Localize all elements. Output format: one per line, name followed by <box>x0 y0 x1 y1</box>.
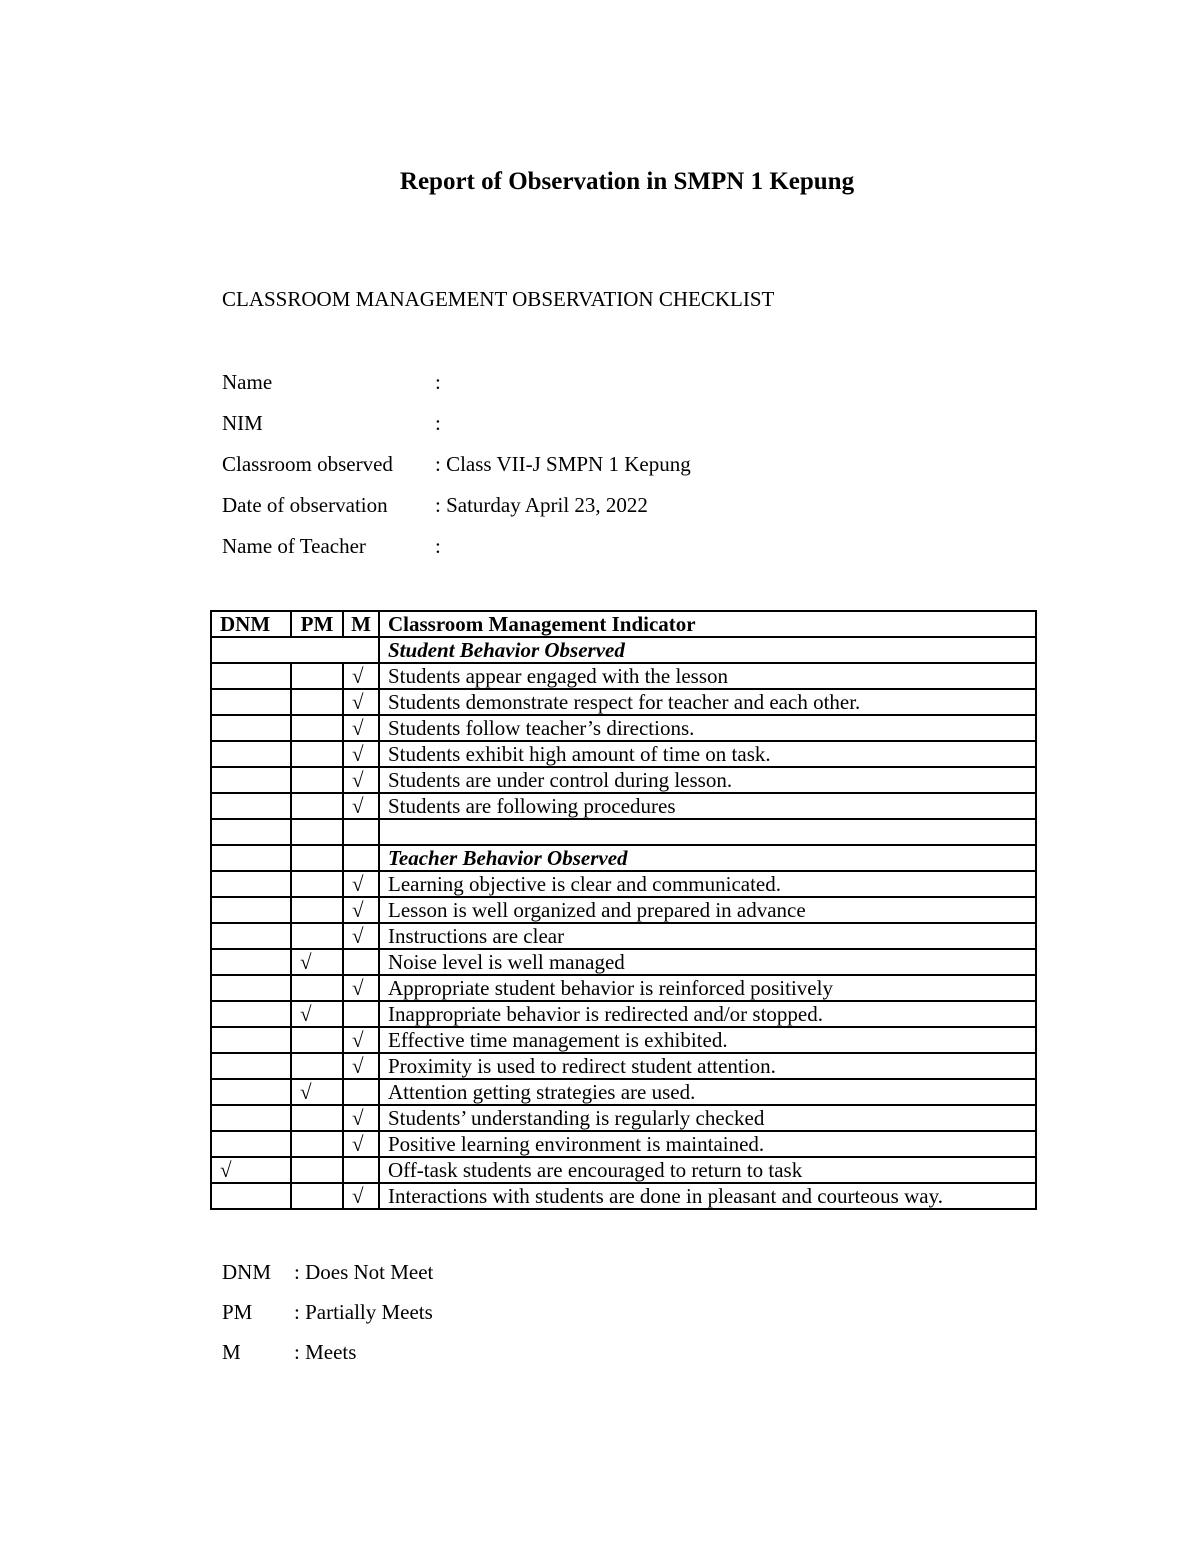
pm-mark <box>291 975 343 1001</box>
section-heading: Teacher Behavior Observed <box>379 845 1036 871</box>
table-row <box>211 1053 1036 1079</box>
legend-abbr: DNM <box>222 1260 272 1284</box>
pm-mark: √ <box>291 949 343 975</box>
m-mark <box>343 1001 379 1027</box>
indicator-text: Students are under control during lesson. <box>379 767 1036 793</box>
legend-desc: : Meets <box>294 1340 357 1364</box>
pm-mark <box>291 1105 343 1131</box>
legend-row <box>222 1298 433 1338</box>
table-row <box>211 741 1036 767</box>
m-mark <box>343 1157 379 1183</box>
table-row <box>211 871 1036 897</box>
m-mark: √ <box>343 923 379 949</box>
info-row-classroom <box>222 450 691 491</box>
empty-cell <box>343 845 379 871</box>
pm-mark <box>291 741 343 767</box>
empty-cell <box>211 637 379 663</box>
table-header-row <box>211 611 1036 637</box>
m-mark: √ <box>343 975 379 1001</box>
header-dnm: DNM <box>211 611 291 637</box>
indicator-text: Attention getting strategies are used. <box>379 1079 1036 1105</box>
dnm-mark <box>211 689 291 715</box>
dnm-mark <box>211 715 291 741</box>
pm-mark <box>291 793 343 819</box>
info-value: : Class VII-J SMPN 1 Kepung <box>435 452 691 476</box>
indicator-text: Learning objective is clear and communicated. <box>379 871 1036 897</box>
pm-mark <box>291 923 343 949</box>
indicator-text <box>379 819 1036 845</box>
section-heading: Student Behavior Observed <box>379 637 1036 663</box>
indicator-text: Appropriate student behavior is reinforced positively <box>379 975 1036 1001</box>
table-row <box>211 1079 1036 1105</box>
indicator-text: Instructions are clear <box>379 923 1036 949</box>
dnm-mark <box>211 871 291 897</box>
m-mark: √ <box>343 897 379 923</box>
pm-mark <box>291 1027 343 1053</box>
observation-info <box>222 368 691 573</box>
indicator-text: Students exhibit high amount of time on task. <box>379 741 1036 767</box>
dnm-mark <box>211 1131 291 1157</box>
legend <box>222 1258 433 1378</box>
legend-desc: : Does Not Meet <box>294 1260 434 1284</box>
table-row <box>211 793 1036 819</box>
table-row <box>211 767 1036 793</box>
info-value: : <box>435 534 441 558</box>
indicator-text: Inappropriate behavior is redirected and/or stopped. <box>379 1001 1036 1027</box>
pm-mark <box>291 663 343 689</box>
legend-abbr: PM <box>222 1300 253 1324</box>
indicator-text: Students follow teacher’s directions. <box>379 715 1036 741</box>
info-label: Classroom observed <box>222 452 393 476</box>
dnm-mark <box>211 793 291 819</box>
table-row <box>211 819 1036 845</box>
table-row <box>211 1131 1036 1157</box>
checklist-table <box>210 610 1037 1210</box>
dnm-mark <box>211 1183 291 1209</box>
info-row-teacher <box>222 532 691 573</box>
m-mark <box>343 949 379 975</box>
indicator-text: Students are following procedures <box>379 793 1036 819</box>
table-row <box>211 1183 1036 1209</box>
dnm-mark <box>211 819 291 845</box>
indicator-text: Students appear engaged with the lesson <box>379 663 1036 689</box>
legend-desc: : Partially Meets <box>294 1300 433 1324</box>
dnm-mark <box>211 741 291 767</box>
indicator-text: Positive learning environment is maintained. <box>379 1131 1036 1157</box>
header-m: M <box>343 611 379 637</box>
m-mark: √ <box>343 741 379 767</box>
pm-mark <box>291 1131 343 1157</box>
table-row <box>211 1105 1036 1131</box>
table-row <box>211 949 1036 975</box>
info-row-name <box>222 368 691 409</box>
info-value: : Saturday April 23, 2022 <box>435 493 648 517</box>
dnm-mark <box>211 897 291 923</box>
page-title: Report of Observation in SMPN 1 Kepung <box>399 168 855 195</box>
table-row <box>211 1157 1036 1183</box>
legend-row <box>222 1258 433 1298</box>
m-mark: √ <box>343 871 379 897</box>
m-mark <box>343 819 379 845</box>
pm-mark <box>291 1157 343 1183</box>
header-indicator: Classroom Management Indicator <box>379 611 1036 637</box>
pm-mark <box>291 1053 343 1079</box>
table-body <box>211 637 1036 1209</box>
dnm-mark <box>211 1001 291 1027</box>
info-label: Name <box>222 370 273 394</box>
pm-mark <box>291 689 343 715</box>
m-mark: √ <box>343 663 379 689</box>
table-row <box>211 689 1036 715</box>
dnm-mark <box>211 1027 291 1053</box>
info-value: : <box>435 411 441 435</box>
dnm-mark <box>211 1079 291 1105</box>
section-row-student <box>211 637 1036 663</box>
pm-mark <box>291 1183 343 1209</box>
dnm-mark <box>211 923 291 949</box>
m-mark: √ <box>343 1183 379 1209</box>
empty-cell <box>291 845 343 871</box>
empty-cell <box>211 845 291 871</box>
info-label: Name of Teacher <box>222 534 366 558</box>
indicator-text: Proximity is used to redirect student attention. <box>379 1053 1036 1079</box>
table-row <box>211 975 1036 1001</box>
m-mark: √ <box>343 1105 379 1131</box>
dnm-mark <box>211 767 291 793</box>
dnm-mark <box>211 975 291 1001</box>
m-mark: √ <box>343 689 379 715</box>
pm-mark <box>291 715 343 741</box>
m-mark: √ <box>343 793 379 819</box>
dnm-mark: √ <box>211 1157 291 1183</box>
dnm-mark <box>211 1105 291 1131</box>
info-label: Date of observation <box>222 493 388 517</box>
checklist-heading: CLASSROOM MANAGEMENT OBSERVATION CHECKLIST <box>222 287 775 311</box>
indicator-text: Effective time management is exhibited. <box>379 1027 1036 1053</box>
dnm-mark <box>211 949 291 975</box>
dnm-mark <box>211 1053 291 1079</box>
pm-mark: √ <box>291 1079 343 1105</box>
m-mark: √ <box>343 1131 379 1157</box>
table-row <box>211 715 1036 741</box>
legend-abbr: M <box>222 1340 241 1364</box>
dnm-mark <box>211 663 291 689</box>
section-row-teacher <box>211 845 1036 871</box>
pm-mark <box>291 897 343 923</box>
m-mark: √ <box>343 715 379 741</box>
pm-mark <box>291 819 343 845</box>
indicator-text: Interactions with students are done in pleasant and courteous way. <box>379 1183 1036 1209</box>
m-mark: √ <box>343 1027 379 1053</box>
table-row <box>211 1027 1036 1053</box>
m-mark: √ <box>343 767 379 793</box>
info-label: NIM <box>222 411 263 435</box>
indicator-text: Lesson is well organized and prepared in advance <box>379 897 1036 923</box>
m-mark: √ <box>343 1053 379 1079</box>
table-row <box>211 1001 1036 1027</box>
info-row-date <box>222 491 691 532</box>
indicator-text: Noise level is well managed <box>379 949 1036 975</box>
pm-mark <box>291 767 343 793</box>
pm-mark <box>291 871 343 897</box>
table-row <box>211 663 1036 689</box>
info-value: : <box>435 370 441 394</box>
info-row-nim <box>222 409 691 450</box>
legend-row <box>222 1338 433 1378</box>
indicator-text: Students’ understanding is regularly checked <box>379 1105 1036 1131</box>
indicator-text: Off-task students are encouraged to return to task <box>379 1157 1036 1183</box>
indicator-text: Students demonstrate respect for teacher and each other. <box>379 689 1036 715</box>
table-row <box>211 923 1036 949</box>
header-pm: PM <box>291 611 343 637</box>
m-mark <box>343 1079 379 1105</box>
pm-mark: √ <box>291 1001 343 1027</box>
table-row <box>211 897 1036 923</box>
